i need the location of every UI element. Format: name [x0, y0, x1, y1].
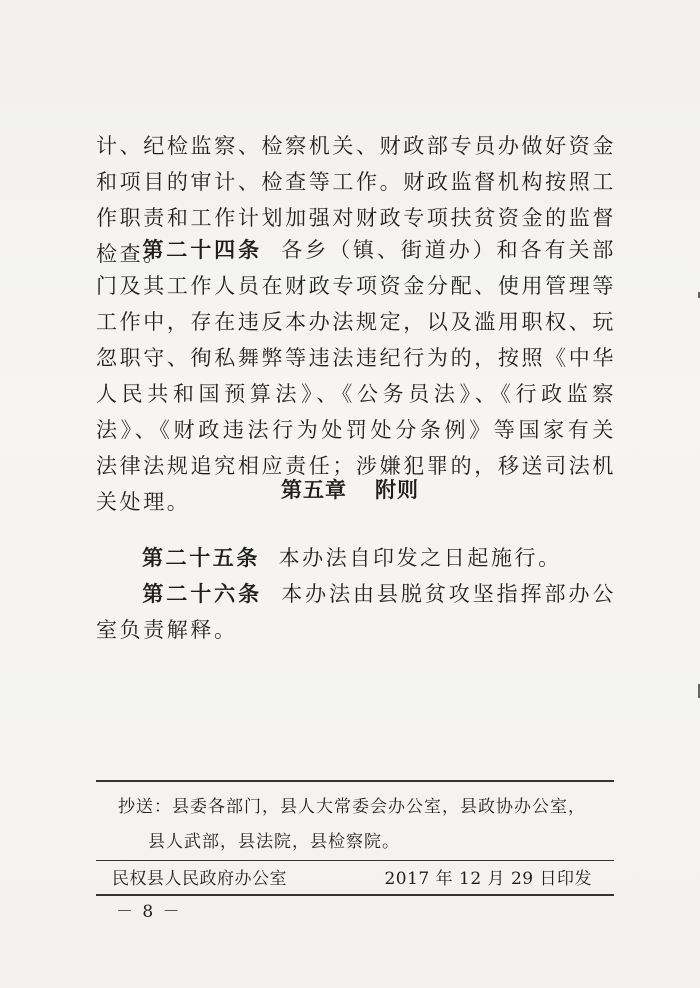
page-number: － 8 － — [116, 902, 182, 922]
divider-bottom — [96, 894, 614, 896]
distribution-line-1: 抄送：县委各部门，县人大常委会办公室，县政协办公室， — [118, 797, 586, 817]
divider-middle — [96, 860, 614, 861]
article-25-text: 本办法自印发之日起施行。 — [278, 546, 562, 570]
chapter-heading — [0, 474, 700, 504]
article-26 — [96, 576, 616, 648]
article-24-title: 第二十四条 — [142, 237, 263, 262]
issue-date: 2017 年 12 月 29 日印发 — [384, 869, 592, 889]
paragraph-text: 计、纪检监察、检察机关、财政部专员办做好资金和项目的审计、检查等工作。财政监督机构按照工作职责和工作计划加强对财政专项扶贫资金的监督检查。 — [96, 134, 616, 266]
article-25 — [96, 540, 616, 576]
article-25-title: 第二十五条 — [142, 545, 260, 570]
chapter-number: 第五章 — [281, 478, 347, 502]
chapter-title: 附则 — [375, 478, 419, 502]
divider-top — [96, 780, 614, 782]
article-24-text: 各乡（镇、街道办）和各有关部门及其工作人员在财政专项资金分配、使用管理等工作中，存在违反本办法规定，以及滥用职权、玩忽职守、徇私舞弊等违法违纪行为的，按照《中华人民共和国预算法》、《公务员法》、《行政监察法》、《财政违法行为处罚处分条例》等国家有关法律法规追究相应责任；涉嫌犯罪的，移送司法机关处理。 — [96, 238, 617, 514]
distribution-line-2: 县人武部，县法院，县检察院。 — [148, 832, 400, 852]
issuing-office: 民权县人民政府办公室 — [112, 869, 287, 889]
article-26-text: 本办法由县脱贫攻坚指挥部办公室负责解释。 — [96, 582, 617, 642]
article-26-title: 第二十六条 — [142, 581, 263, 606]
